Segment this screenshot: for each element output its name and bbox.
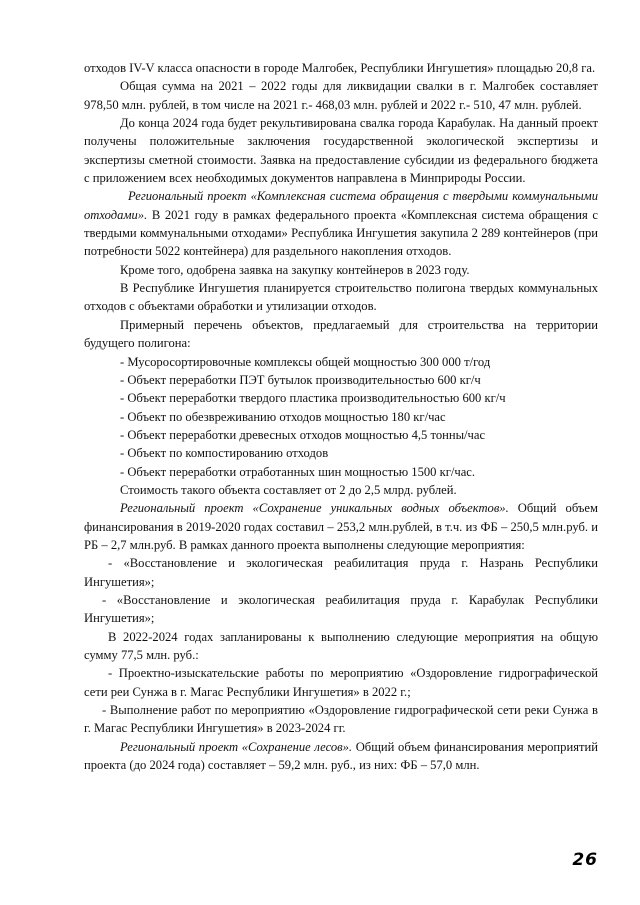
list-item: - Объект переработки древесных отходов мощностью 4,5 тонны/час: [120, 427, 486, 442]
page-content: [84, 59, 598, 774]
paragraph: В Республике Ингушетия планируется строительство полигона твердых коммунальных отходов с объектами обработки и утилизации отходов.: [84, 281, 598, 314]
paragraph: В 2022-2024 годах запланированы к выполнению следующие мероприятия на общую сумму 77,5 млн. руб.:: [84, 629, 598, 662]
facility-list: [84, 353, 598, 481]
list-item: - Объект по обезвреживанию отходов мощностью 180 кг/час: [120, 409, 446, 424]
paragraph-text: Общий объем финансирования мероприятий проекта (до 2024 года) составляет – 59,2 млн. руб., из них: ФБ – 57,0 млн.: [84, 739, 598, 773]
paragraph-regional-project-water: [84, 499, 598, 554]
paragraph-cost: Стоимость такого объекта составляет от 2 до 2,5 млрд. рублей.: [120, 482, 457, 497]
project-title-italic: Региональный проект «Сохранение лесов».: [120, 739, 353, 754]
list-item: - «Восстановление и экологическая реабилитация пруда г. Назрань Республики Ингушетия»;: [84, 556, 598, 589]
paragraph: Кроме того, одобрена заявка на закупку контейнеров в 2023 году.: [120, 262, 470, 277]
paragraph: Общая сумма на 2021 – 2022 годы для ликвидации свалки в г. Малгобек составляет 978,50 млн. рублей, в том числе на 2021 г.- 468,03 млн. рублей и 2022 г.- 510, 47 млн. рублей.: [84, 79, 598, 112]
list-item: - Выполнение работ по мероприятию «Оздоровление гидрографической сети реки Сунжа в г. Магас Республики Ингушетия» в 2023-2024 гг.: [84, 703, 598, 736]
paragraph-regional-project-waste: [84, 187, 598, 260]
list-item: - Объект переработки ПЭТ бутылок производительностью 600 кг/ч: [120, 372, 481, 387]
paragraph: До конца 2024 года будет рекультивирована свалка города Карабулак. На данный проект получены положительные заключения государственной экологической экспертизы и экспертизы сметной стоимости. Заявка на предоставление субсидии из федерального бюджета с приложением всех необходимых документов направлена в Минприроды России.: [84, 116, 598, 186]
list-item: - Объект по компостированию отходов: [120, 446, 329, 461]
paragraph-text: Общий объем финансирования в 2019-2020 годах составил – 253,2 млн.рублей, в т.ч. из ФБ – 250,5 млн.руб. и РБ – 2,7 млн.руб. В рамках данного проекта выполнены следующие мероприятия:: [84, 501, 598, 552]
list-item: - «Восстановление и экологическая реабилитация пруда г. Карабулак Республики Ингушетия»;: [84, 592, 598, 626]
list-item: - Объект переработки отработанных шин мощностью 1500 кг/час.: [120, 464, 476, 479]
list-item: - Проектно-изыскательские работы по мероприятию «Оздоровление гидрографической сети реи Сунжа в г. Магас Республики Ингушетия» в 2022 г.;: [84, 666, 598, 699]
paragraph: отходов IV-V класса опасности в городе Малгобек, Республики Ингушетия» площадью 20,8 га.: [84, 61, 596, 75]
page-number: 26: [572, 850, 598, 870]
list-item: - Объект переработки твердого пластика производительностью 600 кг/ч: [120, 391, 506, 406]
list-item: - Мусоросортировочные комплексы общей мощностью 300 000 т/год: [120, 354, 491, 369]
paragraph: Примерный перечень объектов, предлагаемый для строительства на территории будущего полигона:: [84, 317, 598, 351]
project-title-italic: Региональный проект «Сохранение уникальных водных объектов».: [120, 501, 509, 516]
project-title-italic: Региональный проект «Комплексная система обращения с твердыми коммунальными отходами».: [84, 189, 598, 222]
paragraph-text: В 2021 году в рамках федерального проекта «Комплексная система обращения с твердыми коммунальными отходами» Республика Ингушетия закупила 2 289 контейнеров (при потребности 5022 контейнера) для раздельного накопления отходов.: [84, 207, 598, 259]
paragraph-regional-project-forests: [84, 738, 598, 775]
